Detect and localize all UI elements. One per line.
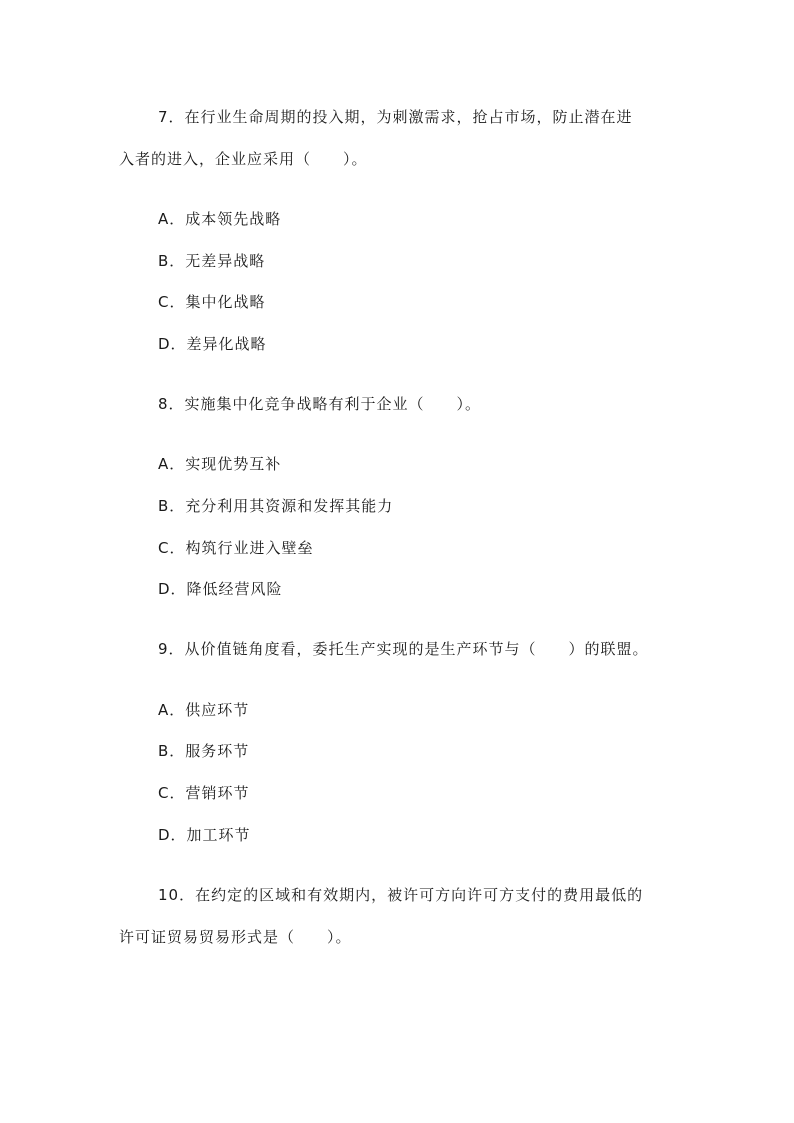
question-10-text-line-2: 许可证贸易贸易形式是（ ）。 bbox=[119, 928, 352, 946]
question-8-option-b: B．充分利用其资源和发挥其能力 bbox=[158, 497, 394, 515]
question-7-text-line-1: 7．在行业生命周期的投入期，为刺激需求，抢占市场，防止潜在进 bbox=[158, 108, 633, 126]
question-9-option-b: B．服务环节 bbox=[158, 742, 250, 760]
question-8-option-a: A．实现优势互补 bbox=[158, 455, 282, 473]
question-9-text: 9．从价值链角度看，委托生产实现的是生产环节与（ ）的联盟。 bbox=[158, 640, 649, 658]
question-10-text-line-1: 10．在约定的区域和有效期内，被许可方向许可方支付的费用最低的 bbox=[158, 886, 644, 904]
question-8-option-d: D．降低经营风险 bbox=[158, 580, 283, 598]
question-7-option-d: D．差异化战略 bbox=[158, 335, 267, 353]
question-7-option-b: B．无差异战略 bbox=[158, 252, 266, 270]
question-9-option-a: A．供应环节 bbox=[158, 701, 250, 719]
question-8-text: 8．实施集中化竞争战略有利于企业（ ）。 bbox=[158, 395, 482, 413]
question-9-option-c: C．营销环节 bbox=[158, 784, 250, 802]
question-7-option-a: A．成本领先战略 bbox=[158, 210, 282, 228]
question-7-text-line-2: 入者的进入，企业应采用（ ）。 bbox=[119, 150, 368, 168]
question-7-option-c: C．集中化战略 bbox=[158, 293, 266, 311]
question-9-option-d: D．加工环节 bbox=[158, 826, 251, 844]
question-8-option-c: C．构筑行业进入壁垒 bbox=[158, 539, 314, 557]
